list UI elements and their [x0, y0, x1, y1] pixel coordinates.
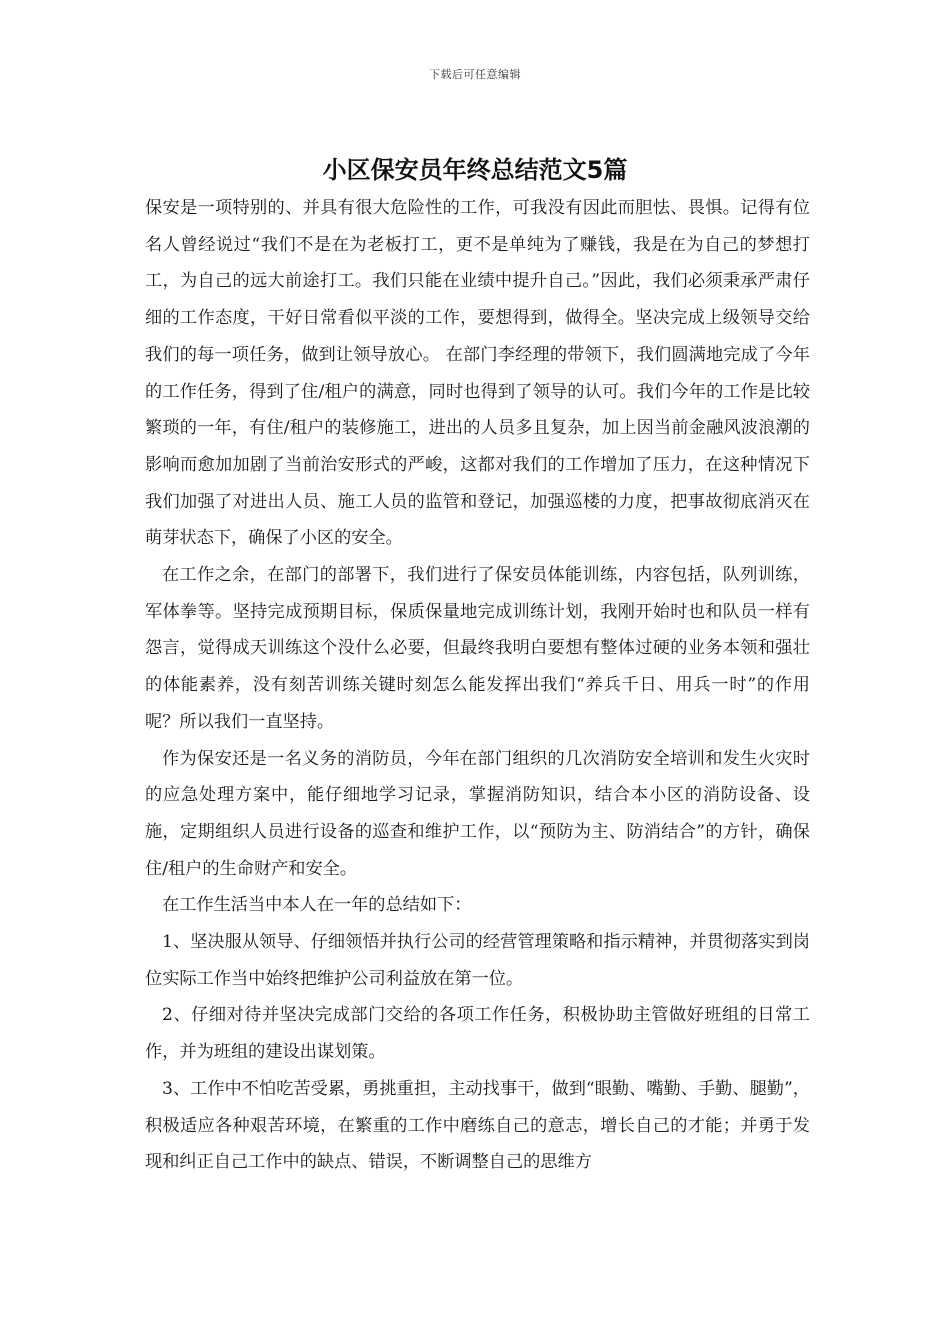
list-item-1: 1、坚决服从领导、仔细领悟并执行公司的经营管理策略和指示精神，并贯彻落实到岗位实际工作当中始终把维护公司利益放在第一位。: [145, 932, 810, 989]
paragraph-3: 作为保安还是一名义务的消防员，今年在部门组织的几次消防安全培训和发生火灾时的应急处理方案中，能仔细地学习记录，掌握消防知识，结合本小区的消防设备、设施，定期组织人员进行设备的巡查和维护工作，以“预防为主、防消结合”的方针，确保住/租户的生命财产和安全。: [145, 748, 810, 879]
paragraph-1: 保安是一项特别的、并具有很大危险性的工作，可我没有因此而胆怯、畏惧。记得有位名人曾经说过“我们不是在为老板打工，更不是单纯为了赚钱，我是在为自己的梦想打工，为自己的远大前途打工。我们只能在业绩中提升自己。”因此，我们必须秉承严肃仔细的工作态度，干好日常看似平淡的工作，要想得到，做得全。坚决完成上级领导交给我们的每一项任务，做到让领导放心。 在部门李经理的带领下，我们圆满地完成了今年的工作任务，得到了住/租户的满意，同时也得到了领导的认可。我们今年的工作是比较繁琐的一年，有住/租户的装修施工，进出的人员多且复杂，加上因当前金融风波浪潮的影响而愈加加剧了当前治安形式的严峻，这都对我们的工作增加了压力，在这种情况下我们加强了对进出人员、施工人员的监管和登记，加强巡楼的力度，把事故彻底消灭在萌芽状态下，确保了小区的安全。: [145, 198, 810, 549]
list-item-3: 3、工作中不怕吃苦受累，勇挑重担，主动找事干，做到“眼勤、嘴勤、手勤、腿勤”，积极适应各种艰苦环境，在繁重的工作中磨练自己的意志，增长自己的才能；并勇于发现和纠正自己工作中的缺点、错误，不断调整自己的思维方: [145, 1078, 810, 1173]
paragraph-4: 在工作生活当中本人在一年的总结如下：: [162, 895, 472, 916]
paragraph-2: 在工作之余，在部门的部署下，我们进行了保安员体能训练，内容包括，队列训练，军体拳等。坚持完成预期目标，保质保量地完成训练计划，我刚开始时也和队员一样有怨言，觉得成天训练这个没什么必要，但最终我明白要想有整体过硬的业务本领和强壮的体能素养，没有刻苦训练关键时刻怎么能发挥出我们“养兵千日、用兵一时”的作用呢？所以我们一直坚持。: [145, 565, 810, 732]
list-item-2: 2、仔细对待并坚决完成部门交给的各项工作任务，积极协助主管做好班组的日常工作，并为班组的建设出谋划策。: [145, 1005, 810, 1063]
document-title: 小区保安员年终总结范文5篇: [322, 156, 628, 184]
header-note: 下载后可任意编辑: [429, 68, 521, 81]
document-body: [145, 190, 810, 1181]
